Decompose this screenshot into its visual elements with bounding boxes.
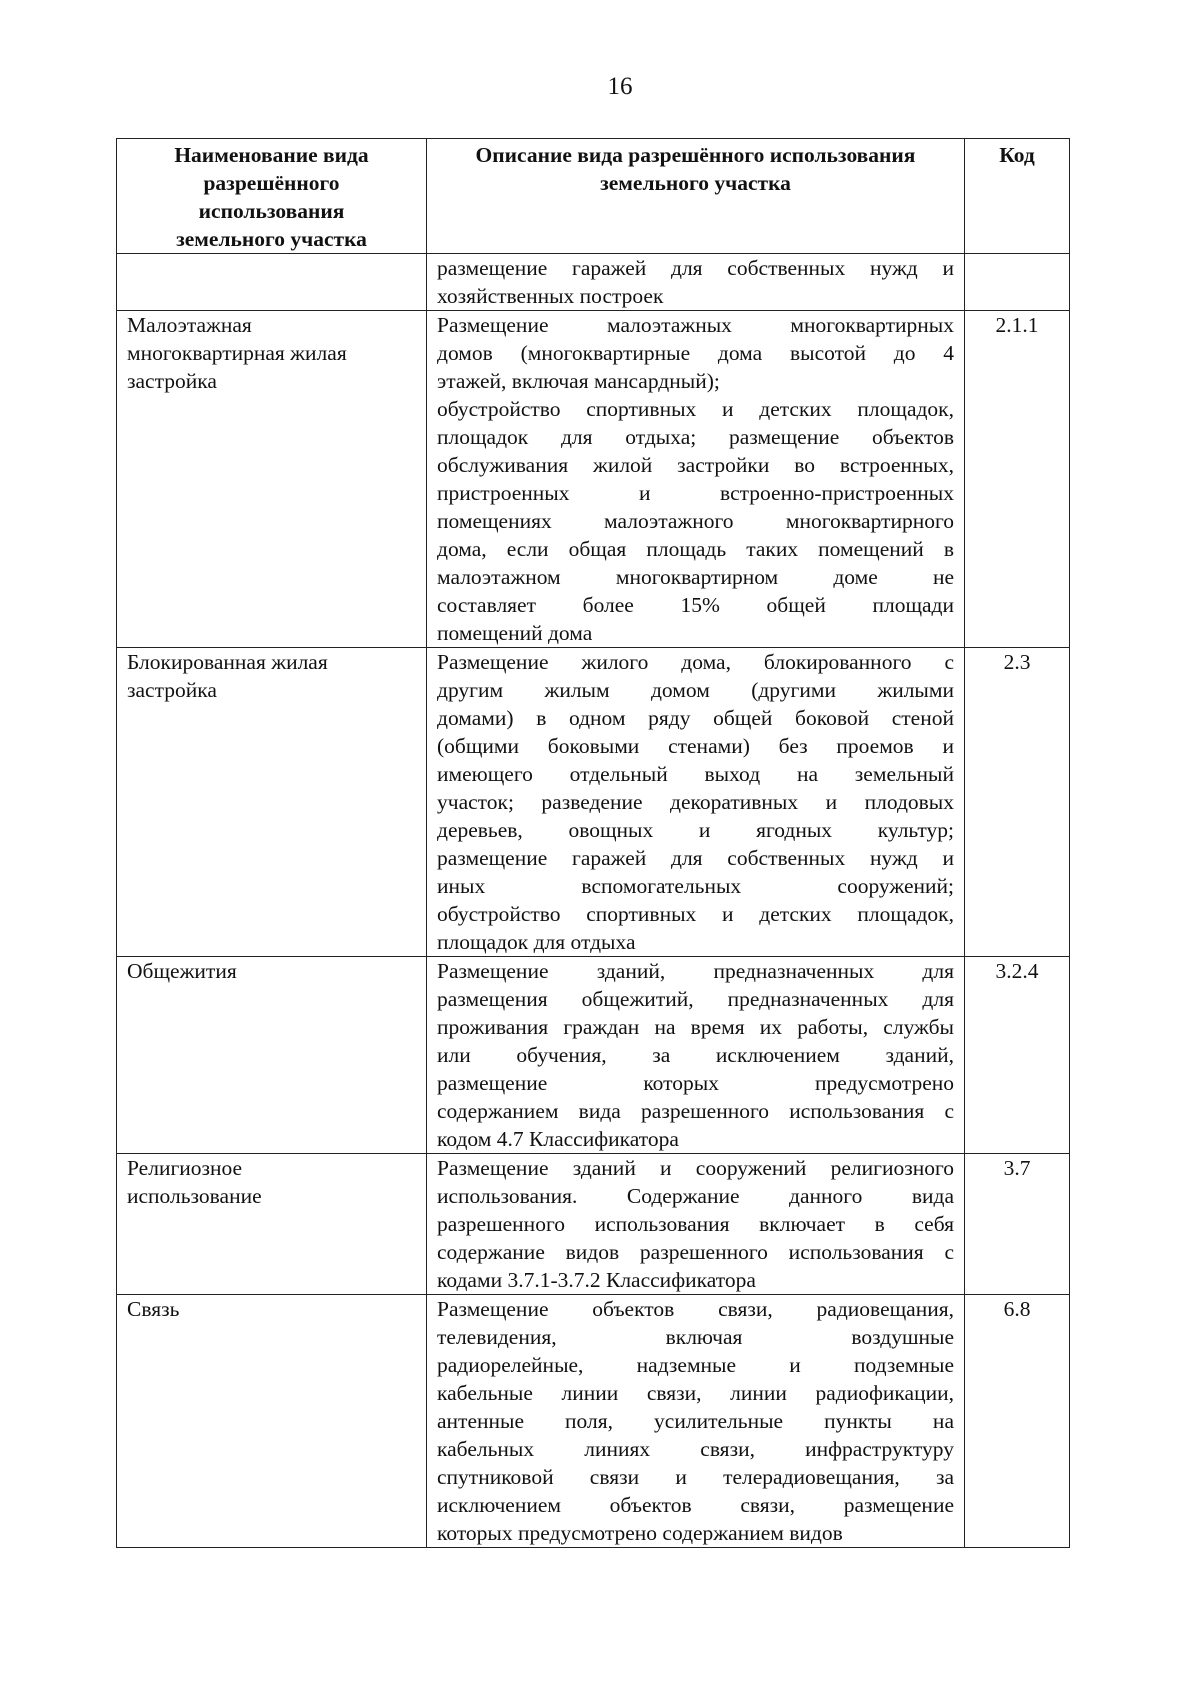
table-row: [117, 1154, 1070, 1295]
table-row: [117, 1295, 1070, 1548]
cell-use-name: [117, 648, 427, 957]
use-name-line: Малоэтажная: [127, 313, 252, 337]
description-line: радиорелейные, надземные и подземные: [437, 1353, 954, 1377]
description-line: домов (многоквартирные дома высотой до 4: [437, 341, 954, 365]
description-line: (общими боковыми стенами) без проемов и: [437, 734, 954, 758]
description-line: составляет более 15% общей площади: [437, 593, 954, 617]
use-name-line: использование: [127, 1184, 262, 1208]
cell-use-name: [117, 1154, 427, 1295]
description-line: содержанием вида разрешенного использования с: [437, 1099, 954, 1123]
description-line: домами) в одном ряду общей боковой стеной: [437, 706, 954, 730]
description-line: антенные поля, усилительные пункты на: [437, 1409, 954, 1433]
header-description-line: земельного участка: [600, 171, 791, 195]
header-name-line: использования: [198, 199, 345, 223]
description-line: которых предусмотрено содержанием видов: [437, 1521, 843, 1545]
use-name-line: многоквартирная жилая: [127, 341, 347, 365]
cell-use-name: [117, 1295, 427, 1548]
header-code: [965, 139, 1070, 254]
description-line: спутниковой связи и телерадиовещания, за: [437, 1465, 954, 1489]
cell-code: [965, 254, 1070, 311]
description-line: кабельные линии связи, линии радиофикации,: [437, 1381, 954, 1405]
table-row: [117, 254, 1070, 311]
code-value: 2.3: [1003, 650, 1031, 674]
header-code-line: Код: [999, 143, 1035, 167]
description-line: другим жилым домом (другими жилыми: [437, 678, 954, 702]
description-line: дома, если общая площадь таких помещений в: [437, 537, 954, 561]
code-value: 6.8: [1003, 1297, 1031, 1321]
description-line: обустройство спортивных и детских площадок,: [437, 397, 954, 421]
description-line: обустройство спортивных и детских площадок,: [437, 902, 954, 926]
description-line: иных вспомогательных сооружений;: [437, 874, 954, 898]
use-name-line: Общежития: [127, 959, 237, 983]
cell-code: [965, 311, 1070, 648]
cell-code: [965, 1154, 1070, 1295]
description-line: использования. Содержание данного вида: [437, 1184, 954, 1208]
description-line: обслуживания жилой застройки во встроенных,: [437, 453, 954, 477]
cell-code: [965, 1295, 1070, 1548]
description-line: деревьев, овощных и ягодных культур;: [437, 818, 954, 842]
use-name-line: Связь: [127, 1297, 180, 1321]
table-row: [117, 957, 1070, 1154]
description-line: проживания граждан на время их работы, службы: [437, 1015, 954, 1039]
description-line: Размещение зданий, предназначенных для: [437, 959, 954, 983]
description-line: пристроенных и встроенно-пристроенных: [437, 481, 954, 505]
cell-code: [965, 957, 1070, 1154]
land-use-table: [116, 138, 1070, 1548]
cell-description: [427, 254, 965, 311]
use-name-line: застройка: [127, 369, 217, 393]
description-line: размещение которых предусмотрено: [437, 1071, 954, 1095]
description-line: малоэтажном многоквартирном доме не: [437, 565, 954, 589]
description-line: размещение гаражей для собственных нужд и: [437, 846, 954, 870]
description-line: разрешенного использования включает в себя: [437, 1212, 954, 1236]
table-header-row: [117, 139, 1070, 254]
cell-description: [427, 957, 965, 1154]
description-line: помещений дома: [437, 621, 593, 645]
description-line: помещениях малоэтажного многоквартирного: [437, 509, 954, 533]
cell-use-name: [117, 254, 427, 311]
code-value: 3.2.4: [995, 959, 1039, 983]
use-name-line: Блокированная жилая: [127, 650, 328, 674]
description-line: Размещение объектов связи, радиовещания,: [437, 1297, 954, 1321]
description-line: Размещение жилого дома, блокированного с: [437, 650, 954, 674]
description-line: кодом 4.7 Классификатора: [437, 1127, 679, 1151]
use-name-line: Религиозное: [127, 1156, 243, 1180]
description-line: или обучения, за исключением зданий,: [437, 1043, 954, 1067]
header-name-line: разрешённого: [203, 171, 340, 195]
description-line: площадок для отдыха: [437, 930, 636, 954]
description-line: исключением объектов связи, размещение: [437, 1493, 954, 1517]
page-number: 16: [607, 73, 633, 100]
cell-description: [427, 1154, 965, 1295]
use-name-line: застройка: [127, 678, 217, 702]
cell-description: [427, 311, 965, 648]
description-line: телевидения, включая воздушные: [437, 1325, 954, 1349]
header-description-line: Описание вида разрешённого использования: [475, 143, 916, 167]
header-description: [427, 139, 965, 254]
header-name: [117, 139, 427, 254]
description-line: этажей, включая мансардный);: [437, 369, 720, 393]
table-row: [117, 311, 1070, 648]
cell-description: [427, 648, 965, 957]
header-name-line: Наименование вида: [174, 143, 369, 167]
description-line: хозяйственных построек: [437, 284, 664, 308]
cell-use-name: [117, 957, 427, 1154]
table-row: [117, 648, 1070, 957]
code-value: 3.7: [1003, 1156, 1031, 1180]
description-line: участок; разведение декоративных и плодовых: [437, 790, 954, 814]
description-line: кодами 3.7.1-3.7.2 Классификатора: [437, 1268, 756, 1292]
code-value: 2.1.1: [995, 313, 1039, 337]
description-line: Размещение малоэтажных многоквартирных: [437, 313, 954, 337]
table-body: [117, 254, 1070, 1548]
description-line: кабельных линиях связи, инфраструктуру: [437, 1437, 954, 1461]
description-line: размещения общежитий, предназначенных для: [437, 987, 954, 1011]
description-line: содержание видов разрешенного использования с: [437, 1240, 954, 1264]
description-line: Размещение зданий и сооружений религиозного: [437, 1156, 954, 1180]
cell-use-name: [117, 311, 427, 648]
description-line: имеющего отдельный выход на земельный: [437, 762, 954, 786]
cell-description: [427, 1295, 965, 1548]
header-name-line: земельного участка: [176, 227, 367, 251]
description-line: размещение гаражей для собственных нужд и: [437, 256, 954, 280]
cell-code: [965, 648, 1070, 957]
description-line: площадок для отдыха; размещение объектов: [437, 425, 954, 449]
